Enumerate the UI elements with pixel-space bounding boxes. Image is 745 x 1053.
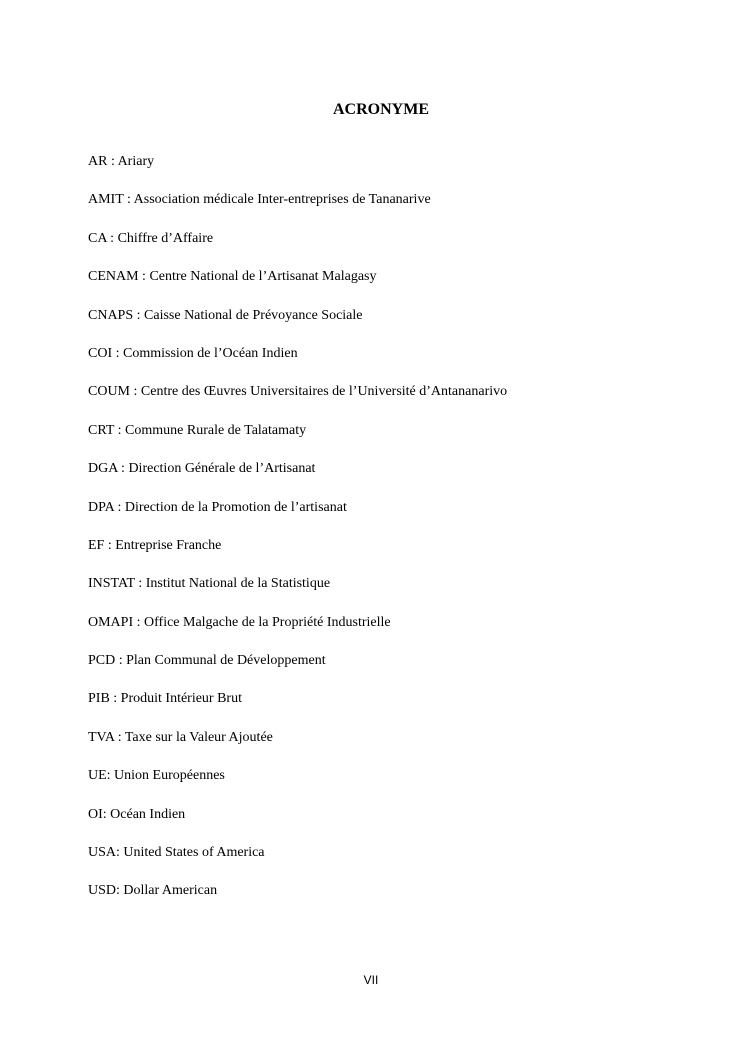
acronym-item: UE: Union Européennes (88, 768, 225, 784)
acronym-item: DPA : Direction de la Promotion de l’artisanat (88, 499, 347, 515)
acronym-item: AMIT : Association médicale Inter-entreprises de Tananarive (88, 192, 431, 208)
acronym-item: AR : Ariary (88, 154, 155, 169)
acronym-item: OI: Océan Indien (88, 806, 186, 822)
acronym-item: USD: Dollar American (88, 883, 218, 899)
acronym-item: OMAPI : Office Malgache de la Propriété Industrielle (88, 614, 391, 630)
acronym-item: USA: United States of America (88, 845, 265, 861)
acronym-item: INSTAT : Institut National de la Statistique (88, 576, 331, 592)
acronym-item: EF : Entreprise Franche (88, 537, 222, 553)
acronym-item: COUM : Centre des Œuvres Universitaires de l’Université d’Antananarivo (88, 384, 508, 400)
acronym-item: PIB : Produit Intérieur Brut (88, 691, 242, 707)
acronym-item: TVA : Taxe sur la Valeur Ajoutée (88, 729, 273, 745)
acronym-item: DGA : Direction Générale de l’Artisanat (88, 461, 316, 477)
acronym-item: PCD : Plan Communal de Développement (88, 653, 326, 669)
acronym-item: CNAPS : Caisse National de Prévoyance Sociale (88, 307, 363, 323)
acronym-item: CRT : Commune Rurale de Talatamaty (88, 422, 307, 438)
acronym-item: CENAM : Centre National de l’Artisanat Malagasy (88, 269, 377, 285)
acronym-item: CA : Chiffre d’Affaire (88, 230, 214, 246)
acronym-list (88, 152, 507, 920)
acronym-item: COI : Commission de l’Océan Indien (88, 345, 298, 361)
page-title: ACRONYME (333, 101, 429, 118)
page-number: VII (363, 973, 379, 987)
